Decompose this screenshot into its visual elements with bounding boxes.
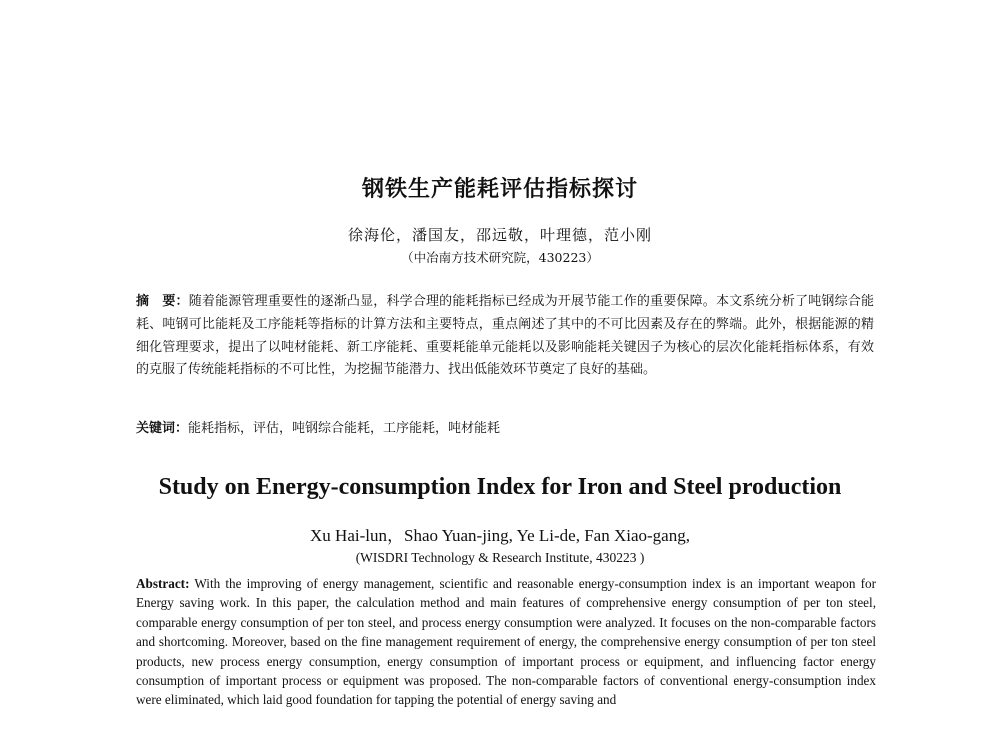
english-authors: Xu Hai-lun，Shao Yuan-jing, Ye Li-de, Fan Xiao-gang, <box>310 526 690 545</box>
chinese-title: 钢铁生产能耗评估指标探讨 <box>361 177 638 202</box>
chinese-abstract <box>136 291 874 382</box>
chinese-abstract-text: 随着能源管理重要性的逐渐凸显，科学合理的能耗指标已经成为开展节能工作的重要保障。本文系统分析了吨钢综合能耗、吨钢可比能耗及工序能耗等指标的计算方法和主要特点，重点阐述了其中的不可比因素及存在的弊端。此外，根据能源的精细化管理要求，提出了以吨材能耗、新工序能耗、重要耗能单元能耗以及影响能耗关键因子为核心的层次化能耗指标体系，有效的克服了传统能耗指标的不可比性，为挖掘节能潜力、找出低能效环节奠定了良好的基础。 <box>136 294 874 378</box>
english-affiliation: (WISDRI Technology & Research Institute, 430223 ) <box>355 550 645 565</box>
english-title: Study on Energy-consumption Index for Iron and Steel production <box>158 474 842 500</box>
english-abstract-label: Abstract: <box>136 576 190 591</box>
chinese-keywords-text: 能耗指标，评估，吨钢综合能耗，工序能耗，吨材能耗 <box>188 421 501 436</box>
chinese-authors: 徐海伦，潘国友，邵远敬，叶理德，范小刚 <box>347 226 652 244</box>
chinese-affiliation: （中冶南方技术研究院，430223） <box>401 250 599 265</box>
chinese-keywords <box>136 417 874 436</box>
chinese-keywords-label: 关键词： <box>136 421 189 436</box>
english-abstract <box>136 574 876 710</box>
chinese-abstract-label: 摘 要： <box>136 294 189 309</box>
english-abstract-text: With the improving of energy management, scientific and reasonable energy-consumption index is an important weapon for Energy saving work. In this paper, the calculation method and main features of comprehensive energy consumption of per ton steel, comparable energy consumption of per ton steel, and process energy consumption were analyzed. It focuses on the non-comparable factors and shortcoming. Moreover, based on the fine management requirement of energy, the comprehensive energy consumption of per ton steel products, new process energy consumption, energy consumption of important process or equipment, and influencing factor energy consumption of important process or equipment was proposed. The non-comparable factors of conventional energy-consumption index were eliminated, which laid good foundation for tapping the potential of energy saving and <box>136 576 876 708</box>
